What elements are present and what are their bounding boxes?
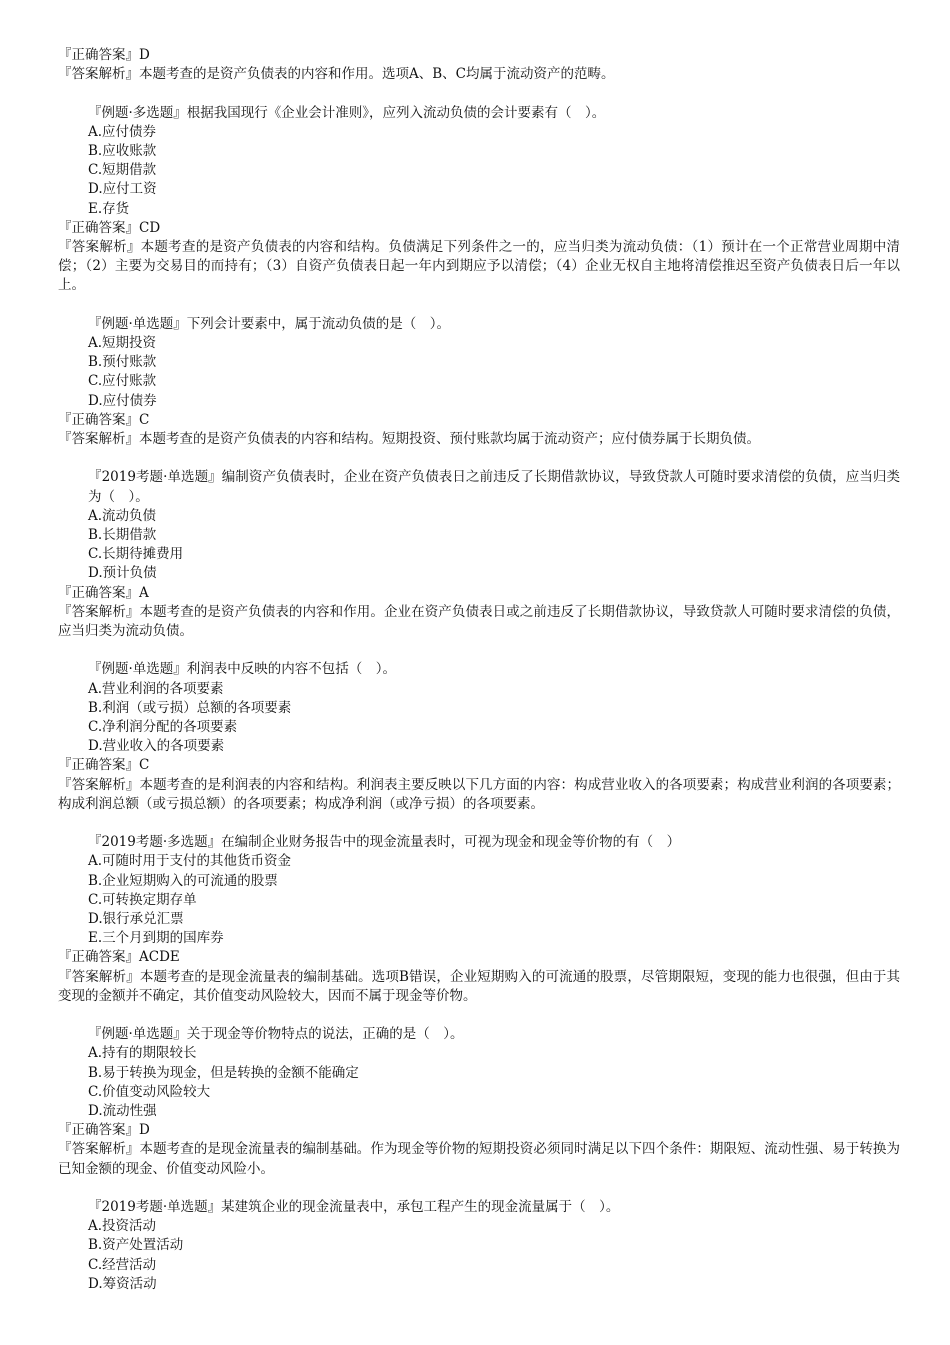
answer-line: 『正确答案』D [58, 1122, 150, 1139]
answer-line: 『正确答案』CD [58, 219, 161, 236]
answer-line: 『正确答案』A [58, 584, 149, 601]
option: D.流动性强 [88, 1103, 157, 1120]
option: D.筹资活动 [88, 1275, 157, 1292]
option: B.易于转换为现金，但是转换的金额不能确定 [88, 1064, 359, 1081]
option: B.企业短期购入的可流通的股票 [88, 872, 278, 889]
question-block [58, 1198, 950, 1294]
option: E.存货 [88, 200, 130, 217]
explanation-text: 『答案解析』本题考查的是资产负债表的内容和结构。负债满足下列条件之一的，应当归类为流动负债：（1）预计在一个正常营业周期中清偿；（2）主要为交易目的而持有；（3）自资产负债表日起一年内到期应予以清偿；（4）企业无权自主地将清偿推迟至资产负债表日后一年以上。 [58, 239, 900, 294]
option: D.应付工资 [88, 181, 157, 198]
question-stem: 『2019考题·单选题』某建筑企业的现金流量表中，承包工程产生的现金流量属于（ ）。 [88, 1199, 620, 1216]
explanation-text: 『答案解析』本题考查的是资产负债表的内容和作用。企业在资产负债表日或之前违反了长期借款协议，导致贷款人可随时要求清偿的负债，应当归类为流动负债。 [58, 603, 900, 640]
answer-line: 『正确答案』ACDE [58, 949, 180, 966]
question-block [58, 315, 950, 449]
option: C.短期借款 [88, 162, 157, 179]
question-stem: 『例题·单选题』下列会计要素中，属于流动负债的是（ ）。 [88, 315, 451, 332]
explanation-text: 『答案解析』本题考查的是利润表的内容和结构。利润表主要反映以下几方面的内容：构成营业收入的各项要素；构成营业利润的各项要素；构成利润总额（或亏损总额）的各项要素；构成净利润（或净亏损）的各项要素。 [58, 776, 900, 812]
option: A.持有的期限较长 [88, 1045, 197, 1062]
answer-line: 『正确答案』C [58, 411, 150, 428]
option: E.三个月到期的国库券 [88, 930, 224, 947]
option: B.预付账款 [88, 354, 157, 371]
option: A.应付债券 [88, 123, 157, 140]
option: B.利润（或亏损）总额的各项要素 [88, 699, 292, 716]
option: A.可随时用于支付的其他货币资金 [88, 853, 292, 870]
question-stem: 『例题·多选题』根据我国现行《企业会计准则》，应列入流动负债的会计要素有（ ）。 [88, 104, 606, 121]
question-block [58, 833, 950, 1006]
question-stem: 『例题·单选题』利润表中反映的内容不包括（ ）。 [88, 661, 397, 678]
question-stem: 『2019考题·单选题』编制资产负债表时，企业在资产负债表日之前违反了长期借款协议，导致贷款人可随时要求清偿的负债，应当归类为（ ）。 [88, 469, 900, 505]
option: D.预计负债 [88, 565, 157, 582]
question-stem: 『2019考题·多选题』在编制企业财务报告中的现金流量表时，可视为现金和现金等价物的有（ ） [88, 834, 681, 851]
option: C.价值变动风险较大 [88, 1083, 211, 1100]
option: C.净利润分配的各项要素 [88, 719, 238, 736]
option: C.可转换定期存单 [88, 891, 197, 908]
question-block [58, 660, 950, 814]
option: D.银行承兑汇票 [88, 911, 184, 928]
option: C.长期待摊费用 [88, 546, 184, 563]
explanation-text: 『答案解析』本题考查的是现金流量表的编制基础。作为现金等价物的短期投资必须同时满足以下四个条件：期限短、流动性强、易于转换为已知金额的现金、价值变动风险小。 [58, 1141, 900, 1177]
option: A.流动负债 [88, 507, 157, 524]
explanation-text: 『答案解析』本题考查的是资产负债表的内容和作用。选项A、B、C均属于流动资产的范畴。 [58, 66, 615, 83]
option: D.营业收入的各项要素 [88, 738, 225, 755]
option: B.长期借款 [88, 527, 157, 544]
option: A.营业利润的各项要素 [88, 680, 224, 697]
question-block [58, 1025, 950, 1179]
option: A.短期投资 [88, 335, 157, 352]
option: C.应付账款 [88, 373, 157, 390]
answer-line: 『正确答案』C [58, 757, 150, 774]
question-block [58, 468, 950, 641]
answer-line: 『正确答案』D [58, 47, 150, 63]
option: D.应付债券 [88, 392, 157, 409]
option: A.投资活动 [88, 1218, 157, 1235]
option: C.经营活动 [88, 1256, 157, 1273]
explanation-text: 『答案解析』本题考查的是资产负债表的内容和结构。短期投资、预付账款均属于流动资产；应付债券属于长期负债。 [58, 431, 760, 448]
explanation-text: 『答案解析』本题考查的是现金流量表的编制基础。选项B错误，企业短期购入的可流通的股票，尽管期限短，变现的能力也很强，但由于其变现的金额并不确定，其价值变动风险较大，因而不属于现金等价物。 [58, 968, 900, 1004]
option: B.资产处置活动 [88, 1237, 184, 1254]
option: B.应收账款 [88, 143, 157, 159]
question-block [58, 104, 950, 296]
question-stem: 『例题·单选题』关于现金等价物特点的说法，正确的是（ ）。 [88, 1026, 464, 1043]
